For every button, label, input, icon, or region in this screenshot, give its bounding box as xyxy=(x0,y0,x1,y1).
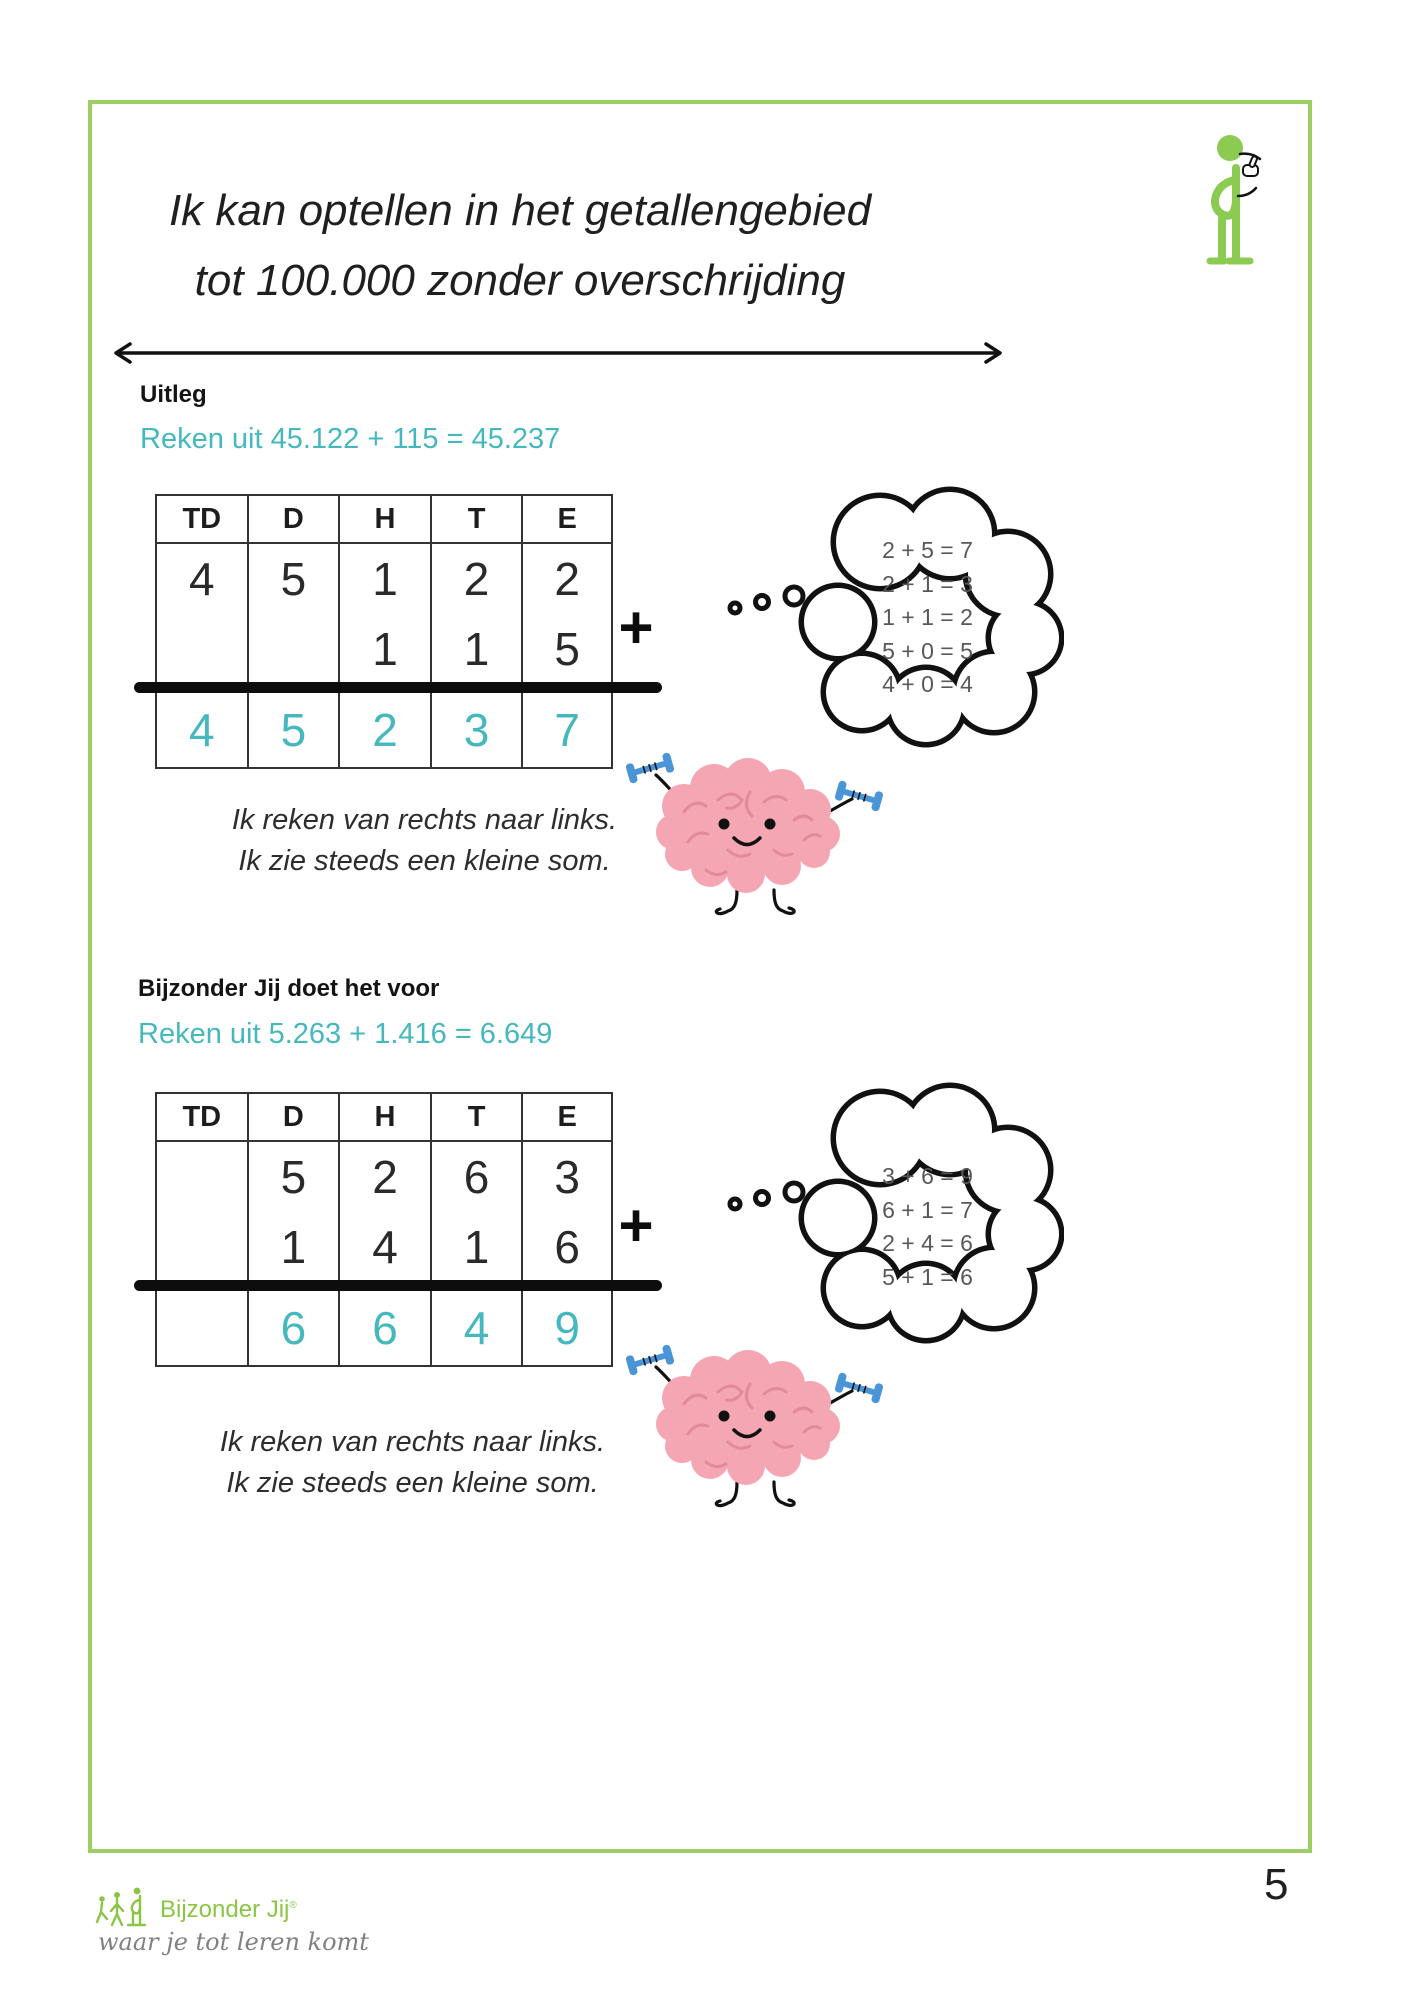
thought-line: 2 + 5 = 7 xyxy=(882,537,973,563)
table-header-cell: T xyxy=(430,494,522,544)
sum-line xyxy=(134,1280,662,1291)
table-cell xyxy=(155,1142,247,1212)
answer-cell: 6 xyxy=(338,1292,430,1367)
section-heading-voordoen: Bijzonder Jij doet het voor xyxy=(138,975,440,1002)
thought-line: 2 + 1 = 3 xyxy=(882,570,973,597)
plus-operator: + xyxy=(618,1192,654,1259)
page-title xyxy=(130,176,910,316)
table-cell: 1 xyxy=(338,544,430,614)
place-value-table xyxy=(155,494,613,769)
table-cell: 1 xyxy=(430,614,522,684)
table-cell xyxy=(247,614,339,684)
table-cell: 1 xyxy=(247,1212,339,1282)
thought-line: 5 + 1 = 6 xyxy=(882,1263,973,1290)
table-header-cell: T xyxy=(430,1092,522,1142)
table-cell: 1 xyxy=(430,1212,522,1282)
table-cell xyxy=(155,614,247,684)
table-cell: 6 xyxy=(430,1142,522,1212)
table-cell: 2 xyxy=(430,544,522,614)
table-header-cell: TD xyxy=(155,494,247,544)
note-line1: Ik reken van rechts naar links. xyxy=(231,804,618,836)
answer-cell: 6 xyxy=(247,1292,339,1367)
table-header-cell: E xyxy=(521,494,613,544)
note-line2: Ik zie steeds een kleine som. xyxy=(238,845,611,877)
page-number: 5 xyxy=(1264,1860,1289,1909)
thought-line: 5 + 0 = 5 xyxy=(882,637,973,664)
note-line2: Ik zie steeds een kleine som. xyxy=(226,1467,599,1499)
instruction-text: Reken uit 45.122 + 115 = 45.237 xyxy=(140,423,561,455)
thought-bubble-sums xyxy=(845,1160,1010,1294)
answer-cell: 2 xyxy=(338,694,430,769)
place-value-table xyxy=(155,1092,613,1367)
answer-cell: 5 xyxy=(247,694,339,769)
note-line1: Ik reken van rechts naar links. xyxy=(219,1426,606,1458)
table-cell: 5 xyxy=(247,1142,339,1212)
footer-brand-name: Bijzonder Jij xyxy=(160,1896,290,1923)
double-arrow-divider xyxy=(108,340,1008,366)
page-title-line2: tot 100.000 zonder overschrijding xyxy=(194,256,846,305)
table-cell xyxy=(155,1212,247,1282)
note-text xyxy=(160,1422,665,1504)
bijzonder-jij-logo-icon xyxy=(95,1886,153,1930)
table-cell: 5 xyxy=(521,614,613,684)
footer-tagline: waar je tot leren komt xyxy=(98,1928,369,1956)
table-cell: 6 xyxy=(521,1212,613,1282)
thought-line: 6 + 1 = 7 xyxy=(882,1196,973,1223)
answer-cell: 7 xyxy=(521,694,613,769)
table-cell: 1 xyxy=(338,614,430,684)
table-header-cell: H xyxy=(338,1092,430,1142)
thought-line: 4 + 0 = 4 xyxy=(882,671,973,697)
table-header-cell: D xyxy=(247,1092,339,1142)
thought-line: 3 + 6 = 9 xyxy=(882,1163,973,1189)
table-header-cell: TD xyxy=(155,1092,247,1142)
answer-cell: 9 xyxy=(521,1292,613,1367)
figure-thumbs-up-icon xyxy=(1198,132,1270,284)
thought-line: 1 + 1 = 2 xyxy=(882,604,973,630)
page-title-line1: Ik kan optellen in het getallengebied xyxy=(168,186,872,235)
answer-cell: 4 xyxy=(155,694,247,769)
table-cell: 2 xyxy=(338,1142,430,1212)
thought-line: 2 + 4 = 6 xyxy=(882,1230,973,1256)
sum-line xyxy=(134,682,662,693)
table-cell: 4 xyxy=(338,1212,430,1282)
table-header-cell: H xyxy=(338,494,430,544)
instruction-text: Reken uit 5.263 + 1.416 = 6.649 xyxy=(138,1018,553,1050)
table-cell: 2 xyxy=(521,544,613,614)
answer-cell xyxy=(155,1292,247,1367)
section-heading-uitleg: Uitleg xyxy=(140,381,207,408)
plus-operator: + xyxy=(618,594,654,661)
table-cell: 4 xyxy=(155,544,247,614)
note-text xyxy=(172,800,677,882)
thought-bubble-sums xyxy=(845,534,1010,702)
answer-cell: 4 xyxy=(430,1292,522,1367)
footer-logo-text xyxy=(160,1896,297,1924)
answer-cell: 3 xyxy=(430,694,522,769)
table-header-cell: D xyxy=(247,494,339,544)
table-header-cell: E xyxy=(521,1092,613,1142)
table-cell: 5 xyxy=(247,544,339,614)
registered-mark: ® xyxy=(289,1900,297,1911)
table-cell: 3 xyxy=(521,1142,613,1212)
